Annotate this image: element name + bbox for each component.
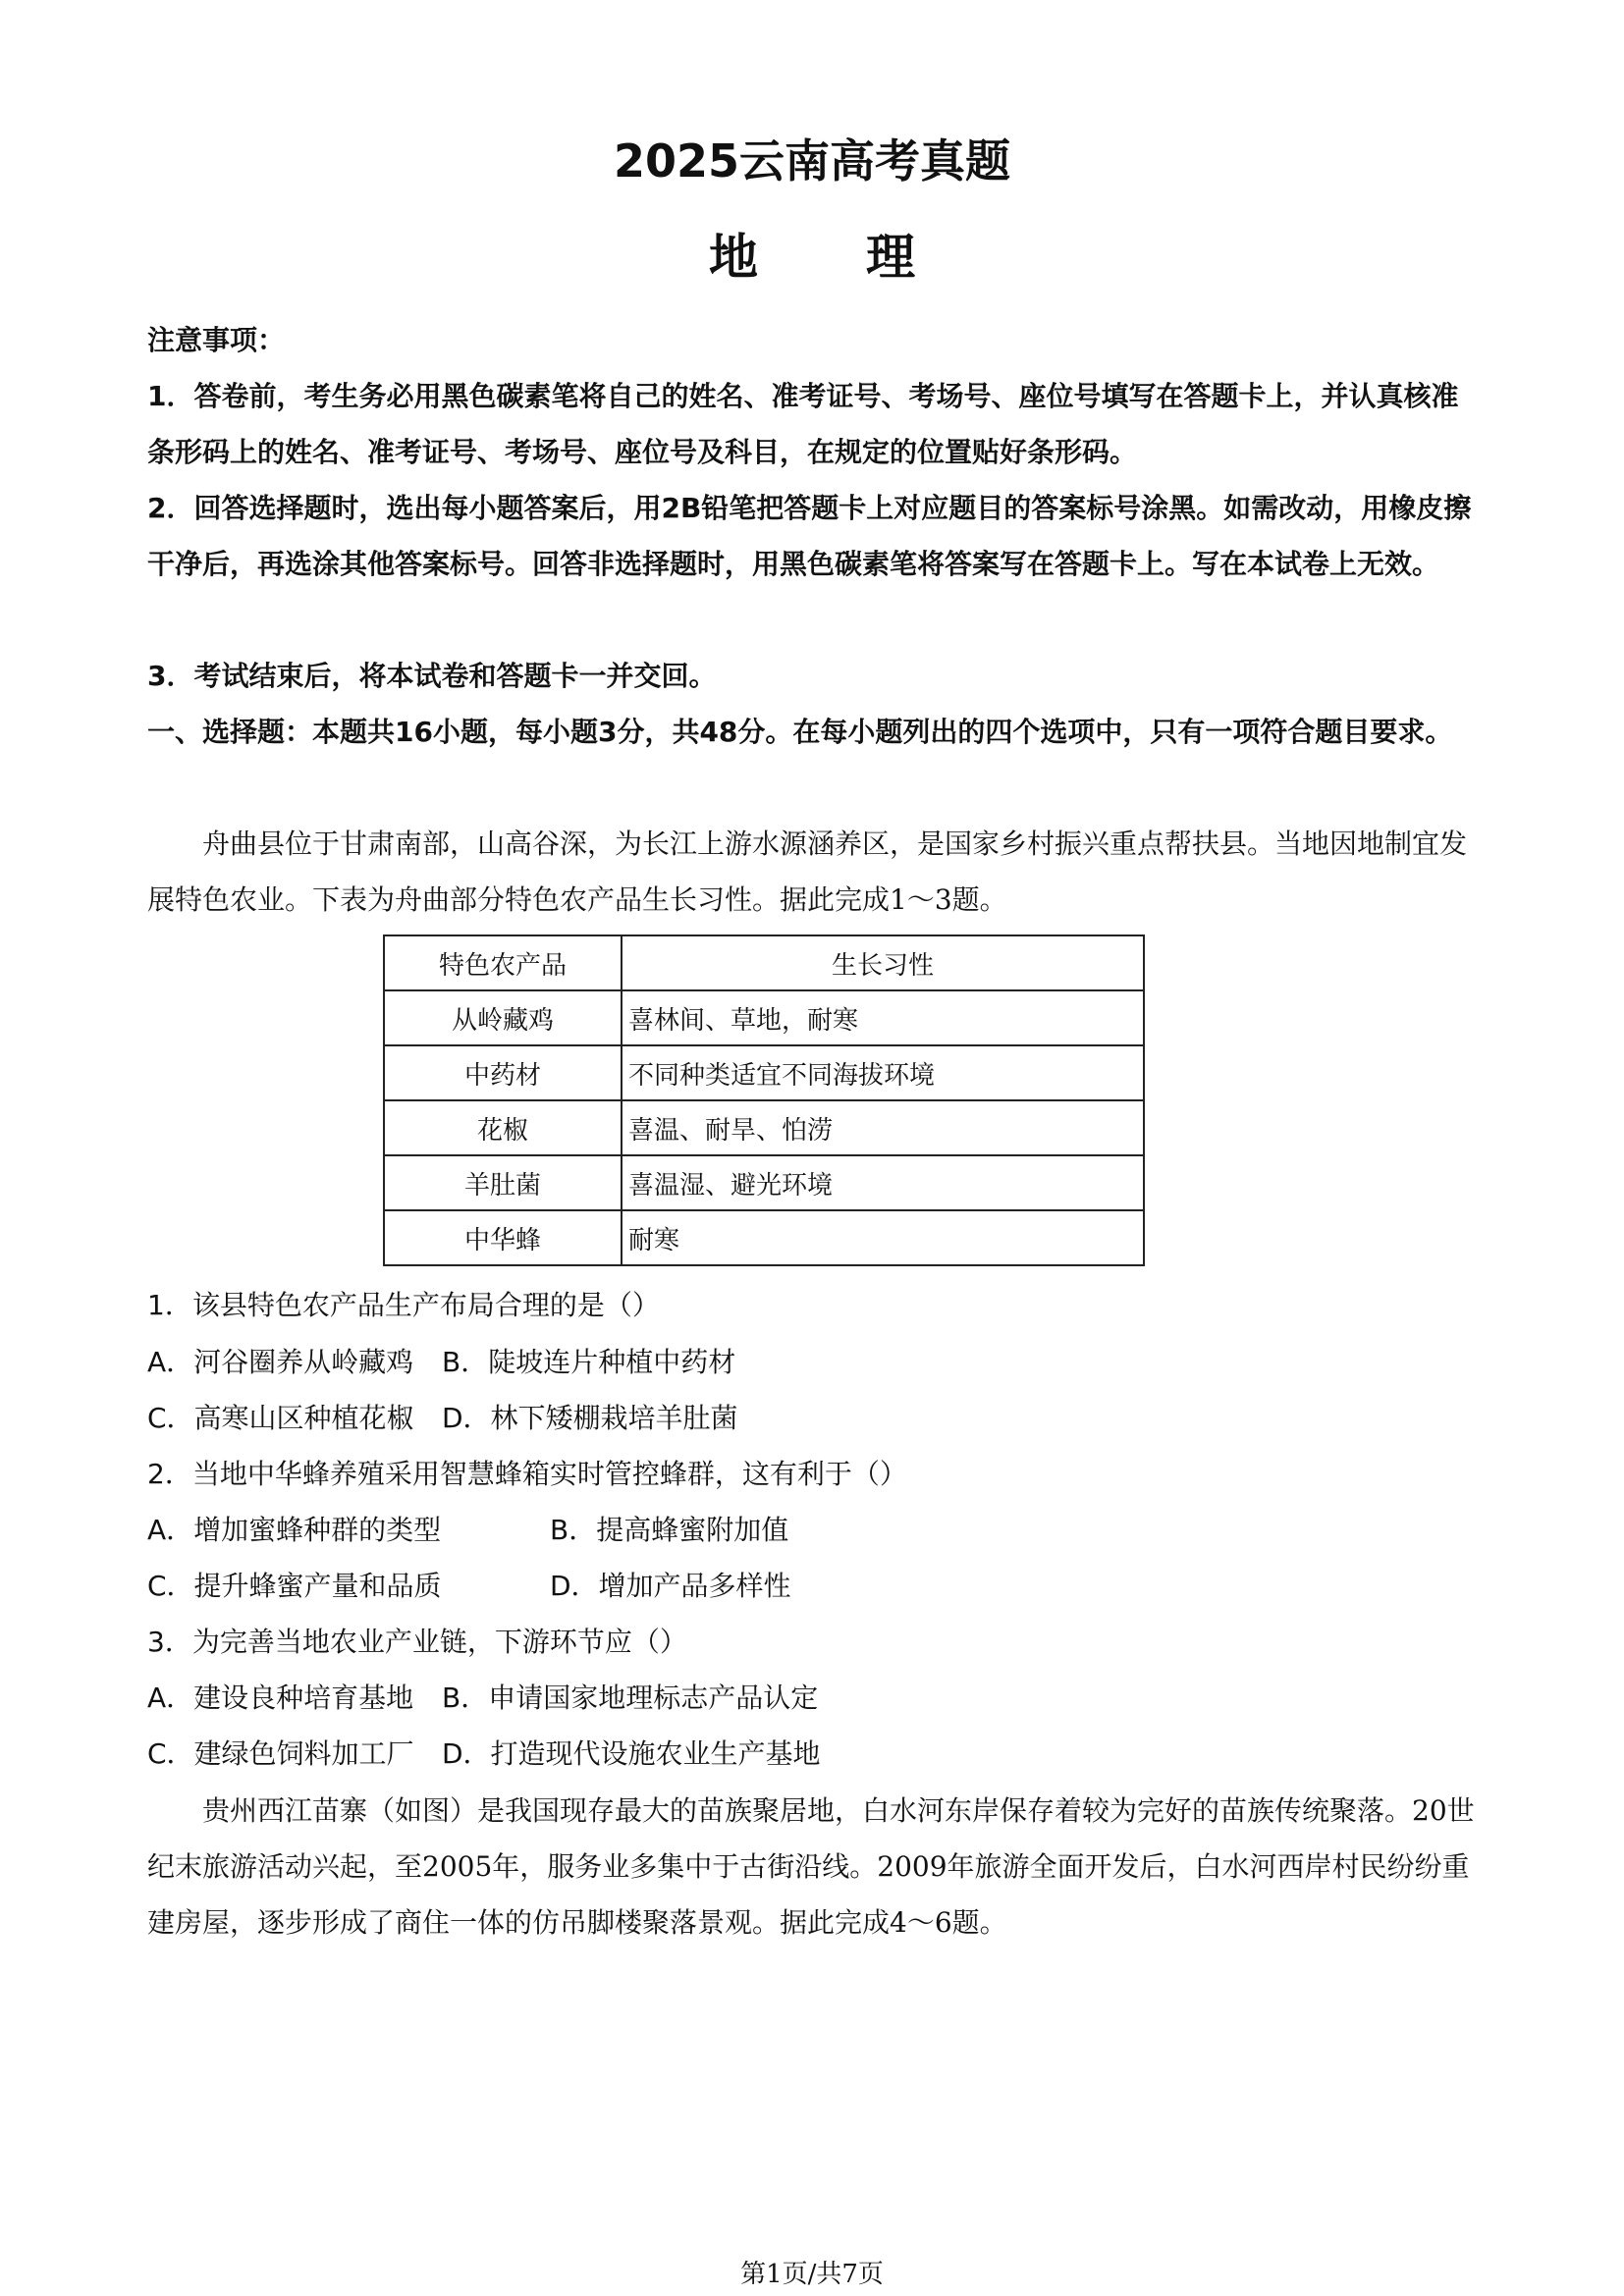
- question-1-options-row-1: [147, 1343, 735, 1382]
- question-3-options-row-2: [147, 1735, 821, 1774]
- question-2-option-a: A．增加蜜蜂种群的类型: [147, 1514, 442, 1546]
- question-3-options-row-1: [147, 1679, 818, 1718]
- question-2-options-row-2: [147, 1567, 791, 1606]
- notes-item-2: 2．回答选择题时，选出每小题答案后，用2B铅笔把答题卡上对应题目的答案标号涂黑。如需改动，用橡皮擦干净后，再选涂其他答案标号。回答非选择题时，用黑色碳素笔将答案写在答题卡上。写在本试卷上无效。: [147, 492, 1472, 580]
- question-1-options-row-2: [147, 1399, 738, 1438]
- notes-item-3: 3．考试结束后，将本试卷和答题卡一并交回。: [147, 660, 717, 692]
- question-2-option-c: C．提升蜂蜜产量和品质: [147, 1570, 442, 1602]
- table-cell: 喜温湿、避光环境: [622, 1155, 1144, 1210]
- table-cell: 喜温、耐旱、怕涝: [622, 1100, 1144, 1155]
- question-2-options-row-1: [147, 1511, 788, 1550]
- question-2-stem: 2．当地中华蜂养殖采用智慧蜂箱实时管控蜂群，这有利于（）: [147, 1458, 907, 1490]
- table-cell: 花椒: [384, 1100, 622, 1155]
- section-heading: 一、选择题：本题共16小题，每小题3分，共48分。在每小题列出的四个选项中，只有一项符合题目要求。: [147, 716, 1453, 748]
- question-3-option-b: B．申请国家地理标志产品认定: [442, 1682, 819, 1714]
- table-row: [384, 990, 1144, 1045]
- question-3-option-c: C．建绿色饲料加工厂: [147, 1737, 414, 1770]
- table-cell: 耐寒: [622, 1210, 1144, 1265]
- notes-item-1: 1．答卷前，考生务必用黑色碳素笔将自己的姓名、准考证号、考场号、座位号填写在答题卡上，并认真核准条形码上的姓名、准考证号、考场号、座位号及科目，在规定的位置贴好条形码。: [147, 380, 1459, 468]
- table-row: [384, 1210, 1144, 1265]
- table-header-row: [384, 935, 1144, 990]
- crop-habit-table: [383, 934, 1145, 1266]
- subject-title: 地理: [709, 229, 1023, 286]
- table-cell: 不同种类适宜不同海拔环境: [622, 1045, 1144, 1100]
- question-1-option-b: B．陡坡连片种植中药材: [442, 1346, 736, 1378]
- passage-1: 舟曲县位于甘肃南部，山高谷深，为长江上游水源涵养区，是国家乡村振兴重点帮扶县。当地因地制宜发展特色农业。下表为舟曲部分特色农产品生长习性。据此完成1～3题。: [147, 828, 1468, 916]
- notes-heading: 注意事项：: [147, 324, 286, 356]
- question-3-option-d: D．打造现代设施农业生产基地: [442, 1737, 821, 1770]
- table-cell: 喜林间、草地，耐寒: [622, 990, 1144, 1045]
- question-2-option-b: B．提高蜂蜜附加值: [550, 1514, 789, 1546]
- table-cell: 羊肚菌: [384, 1155, 622, 1210]
- table-row: [384, 1100, 1144, 1155]
- table-row: [384, 1155, 1144, 1210]
- question-1-option-c: C．高寒山区种植花椒: [147, 1402, 414, 1434]
- question-3-stem: 3．为完善当地农业产业链，下游环节应（）: [147, 1626, 687, 1658]
- table-header-cell: 特色农产品: [384, 935, 622, 990]
- table-cell: 中药材: [384, 1045, 622, 1100]
- table-row: [384, 1045, 1144, 1100]
- question-1-stem: 1．该县特色农产品生产布局合理的是（）: [147, 1289, 660, 1321]
- page-number: 第1页/共7页: [740, 2260, 884, 2289]
- question-3-option-a: A．建设良种培育基地: [147, 1682, 414, 1714]
- table-cell: 中华蜂: [384, 1210, 622, 1265]
- table-cell: 从岭藏鸡: [384, 990, 622, 1045]
- passage-2: 贵州西江苗寨（如图）是我国现存最大的苗族聚居地，白水河东岸保存着较为完好的苗族传统聚落。20世纪末旅游活动兴起，至2005年，服务业多集中于古街沿线。2009年旅游全面开发后，白水河西岸村民纷纷重建房屋，逐步形成了商住一体的仿吊脚楼聚落景观。据此完成4～6题。: [147, 1794, 1475, 1939]
- question-1-option-d: D．林下矮棚栽培羊肚菌: [442, 1402, 738, 1434]
- table-header-cell: 生长习性: [622, 935, 1144, 990]
- exam-title: 2025云南高考真题: [613, 134, 1011, 187]
- question-1-option-a: A．河谷圈养从岭藏鸡: [147, 1346, 414, 1378]
- question-2-option-d: D．增加产品多样性: [550, 1570, 791, 1602]
